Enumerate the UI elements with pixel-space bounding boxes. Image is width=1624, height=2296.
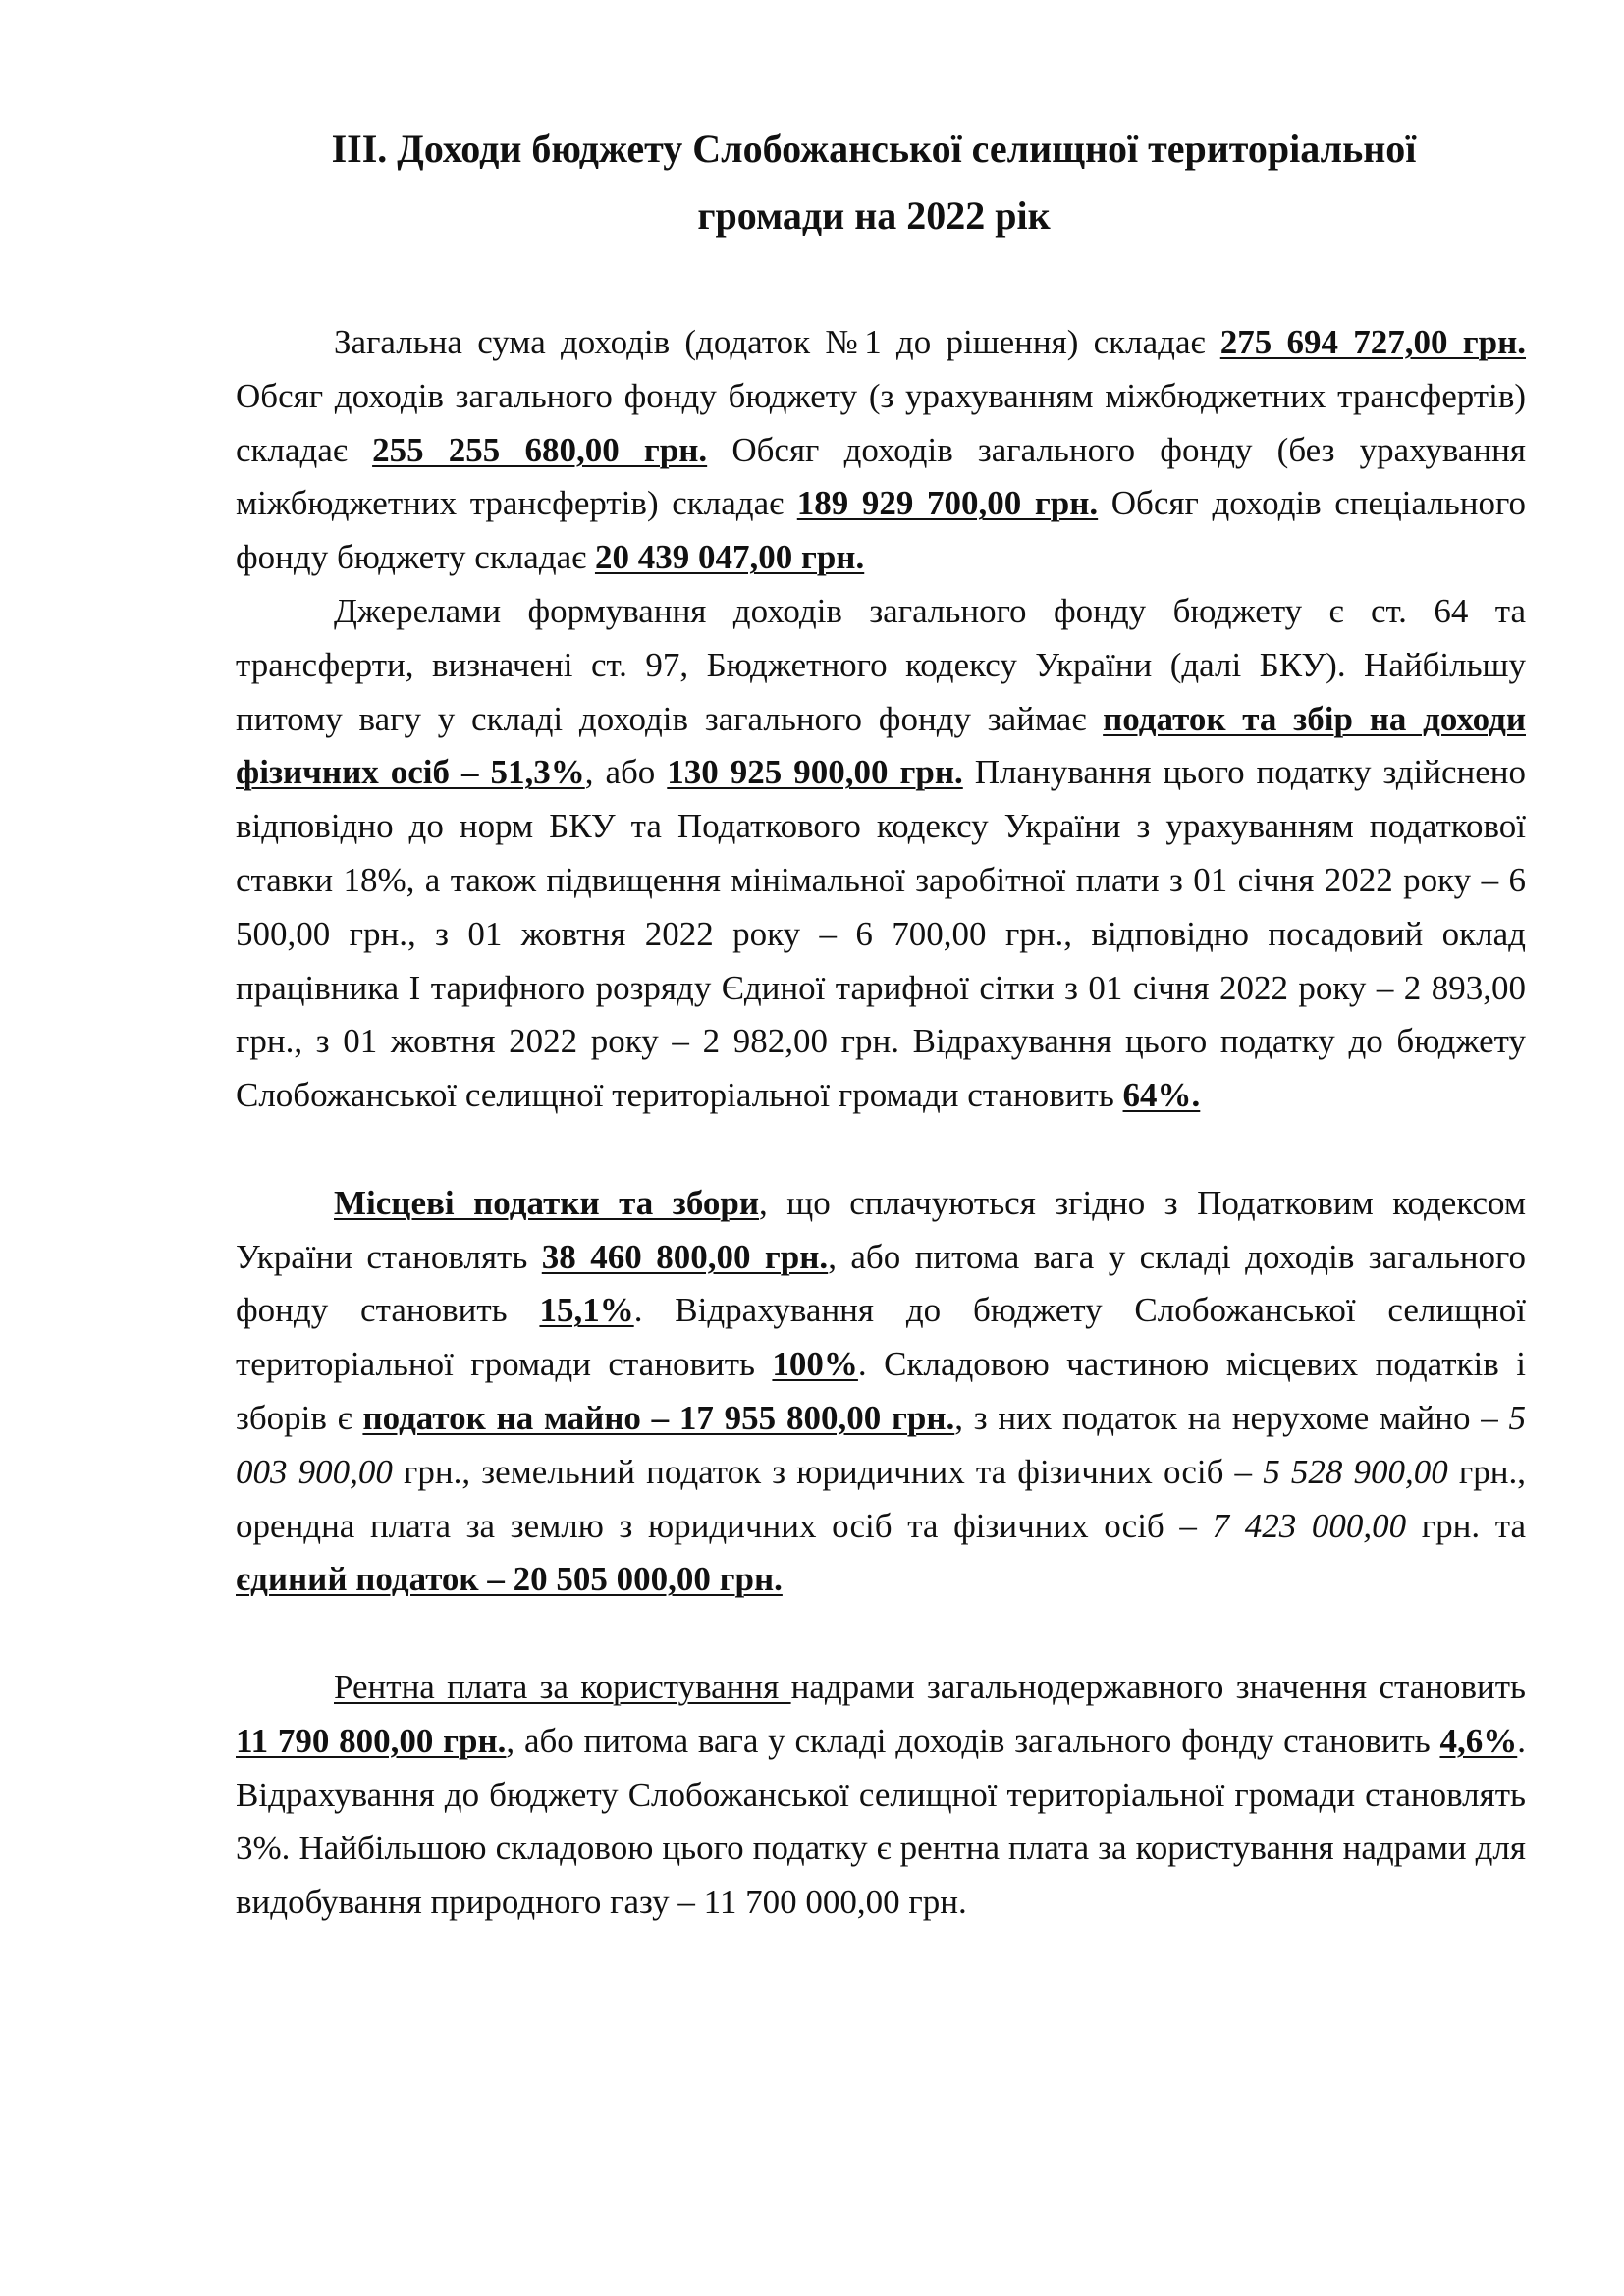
text: , що сплачуються згідно з Податковим кодексом України становлять xyxy=(236,1183,1526,1276)
document-body xyxy=(236,316,1526,1930)
text: , з них податок на нерухоме майно – xyxy=(954,1398,1509,1437)
general-fund-without-transfers-amount: 189 929 700,00 грн. xyxy=(796,484,1099,523)
text: . Складовою частиною місцевих податків і зборів є xyxy=(236,1345,1526,1437)
rent-payment-heading: Рентна плата за користування xyxy=(334,1667,791,1706)
local-taxes-heading: Місцеві податки та збори xyxy=(334,1183,760,1222)
text: . Відрахування до бюджету Слобожанської селищної територіальної громади становлять 3%. Найбільшою складовою цього податку є рентна плата за користування надрами для видобування природного газу – 11 700 000,00 грн. xyxy=(236,1721,1526,1922)
land-tax-amount: 5 528 900,00 xyxy=(1263,1452,1448,1491)
text: Загальна сума доходів (додаток №1 до рішення) складає xyxy=(334,323,1220,361)
rent-payment-share: 4,6% xyxy=(1439,1721,1518,1760)
local-taxes-share: 15,1% xyxy=(539,1291,634,1330)
text: , або питома вага у складі доходів загального фонду становить xyxy=(236,1237,1527,1330)
paragraph-total-revenue xyxy=(236,316,1526,585)
paragraph-income-tax xyxy=(236,585,1526,1123)
land-rent-amount: 7 423 000,00 xyxy=(1212,1506,1407,1545)
rent-payment-amount: 11 790 800,00 грн. xyxy=(236,1721,507,1760)
paragraph-rent-payment xyxy=(236,1661,1526,1930)
text: Обсяг доходів загального фонду бюджету (з урахуванням міжбюджетних трансфертів) складає xyxy=(236,376,1526,469)
section-title-line-1: ІІІ. Доходи бюджету Слобожанської селищної територіальної xyxy=(331,127,1417,171)
income-tax-deduction-rate: 64%. xyxy=(1122,1076,1201,1115)
local-taxes-deduction-rate: 100% xyxy=(772,1345,858,1384)
text: грн., земельний податок з юридичних та фізичних осіб – xyxy=(392,1452,1264,1491)
property-tax-amount: податок на майно – 17 955 800,00 грн. xyxy=(362,1398,955,1437)
text: . Відрахування до бюджету Слобожанської селищної територіальної громади становить xyxy=(236,1291,1526,1384)
general-fund-with-transfers-amount: 255 255 680,00 грн. xyxy=(372,430,708,469)
section-title-line-2: громади на 2022 рік xyxy=(697,193,1051,238)
paragraph-local-taxes xyxy=(236,1177,1526,1607)
text: , або xyxy=(584,753,668,792)
local-taxes-amount: 38 460 800,00 грн. xyxy=(541,1237,829,1276)
text: Обсяг доходів спеціального фонду бюджету складає xyxy=(236,484,1526,577)
paragraph-gap xyxy=(236,1123,1526,1177)
text: надрами загальнодержавного значення становить xyxy=(790,1667,1527,1706)
real-estate-tax-amount: 5 003 900,00 xyxy=(236,1398,1526,1491)
total-revenue-amount: 275 694 727,00 грн. xyxy=(1219,323,1526,361)
text: грн. та xyxy=(1406,1506,1527,1545)
text: грн., орендна плата за землю з юридичних осіб та фізичних осіб – xyxy=(236,1452,1527,1545)
text: , або питома вага у складі доходів загального фонду становить xyxy=(506,1721,1440,1760)
text: Планування цього податку здійснено відповідно до норм БКУ та Податкового кодексу України з урахуванням податкової ставки 18%, а також підвищення мінімальної заробітної плати з 01 січня 2022 року – 6 500,00 грн., з 01 жовтня 2022 року – 6 700,00 грн., відповідно посадовий оклад працівника І тарифного розряду Єдиної тарифної сітки з 01 січня 2022 року – 2 893,00 грн., з 01 жовтня 2022 року – 2 982,00 грн. Відрахування цього податку до бюджету Слобожанської селищної територіальної громади становить xyxy=(236,753,1526,1115)
single-tax-amount: єдиний податок – 20 505 000,00 грн. xyxy=(236,1560,783,1599)
paragraph-gap xyxy=(236,1607,1526,1661)
section-title xyxy=(236,116,1512,249)
text: Джерелами формування доходів загального фонду бюджету є ст. 64 та трансферти, визначені ст. 97, Бюджетного кодексу України (далі БКУ). Найбільшу питому вагу у складі доходів загального фонду займає xyxy=(236,591,1526,738)
text: Обсяг доходів загального фонду (без урахування міжбюджетних трансфертів) складає xyxy=(236,430,1527,523)
special-fund-amount: 20 439 047,00 грн. xyxy=(594,538,865,577)
income-tax-share: податок та збір на доходи фізичних осіб – 51,3% xyxy=(236,699,1526,792)
income-tax-amount: 130 925 900,00 грн. xyxy=(667,753,963,792)
